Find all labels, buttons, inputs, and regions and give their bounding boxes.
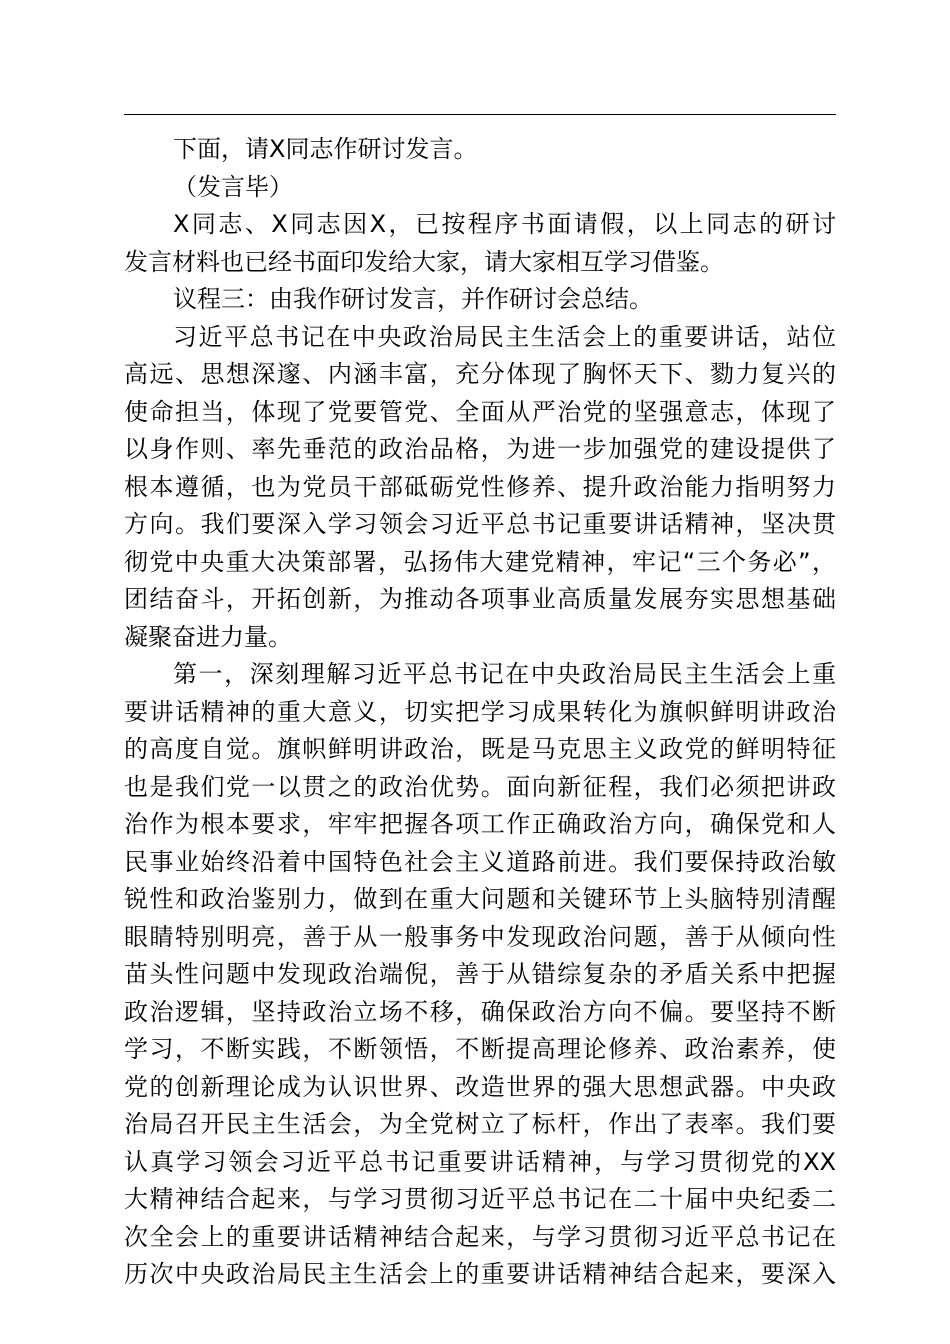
text-line: 眼睛特别明亮，善于从一般事务中发现政治问题，善于从倾向性 xyxy=(124,922,836,951)
text-line: 团结奋斗，开拓创新，为推动各项事业高质量发展夯实思想基础 xyxy=(124,585,836,613)
text-line: 要讲话精神的重大意义，切实把学习成果转化为旗帜鲜明讲政治 xyxy=(124,697,836,726)
text-line: （发言毕） xyxy=(173,172,293,201)
text-line: 也是我们党一以贯之的政治优势。面向新征程，我们必须把讲政 xyxy=(124,772,836,801)
text-line: 第一，深刻理解习近平总书记在中央政治局民主生活会上重 xyxy=(173,660,836,688)
text-line: 民事业始终沿着中国特色社会主义道路前进。我们要保持政治敏 xyxy=(124,847,836,876)
text-line: 锐性和政治鉴别力，做到在重大问题和关键环节上头脑特别清醒 xyxy=(124,885,836,913)
text-line: 下面，请X同志作研讨发言。 xyxy=(173,135,478,163)
text-line: 的高度自觉。旗帜鲜明讲政治，既是马克思主义政党的鲜明特征 xyxy=(124,735,836,763)
text-line: 方向。我们要深入学习领会习近平总书记重要讲话精神，坚决贯 xyxy=(124,510,836,538)
text-line: 以身作则、率先垂范的政治品格，为进一步加强党的建设提供了 xyxy=(124,435,836,463)
header-rule xyxy=(124,114,836,115)
text-line: 彻党中央重大决策部署，弘扬伟大建党精神，牢记“三个务必”， xyxy=(124,547,836,576)
text-line: 发言材料也已经书面印发给大家，请大家相互学习借鉴。 xyxy=(124,247,724,276)
text-line: 治作为根本要求，牢牢把握各项工作正确政治方向，确保党和人 xyxy=(124,810,836,838)
text-line: 议程三：由我作研讨发言，并作研讨会总结。 xyxy=(173,285,653,313)
text-line: 历次中央政治局民主生活会上的重要讲话精神结合起来，要深入 xyxy=(124,1260,836,1288)
text-line: 根本遵循，也为党员干部砥砺党性修养、提升政治能力指明努力 xyxy=(124,472,836,501)
document-body xyxy=(124,131,836,1294)
text-line: X同志、X同志因X，已按程序书面请假，以上同志的研讨 xyxy=(173,210,836,238)
text-line: 认真学习领会习近平总书记重要讲话精神，与学习贯彻党的XX xyxy=(124,1147,836,1176)
text-line: 政治逻辑，坚持政治立场不移，确保政治方向不偏。要坚持不断 xyxy=(124,997,836,1026)
text-line: 凝聚奋进力量。 xyxy=(124,622,292,651)
text-line: 高远、思想深邃、内涵丰富，充分体现了胸怀天下、勠力复兴的 xyxy=(124,360,836,388)
text-line: 习近平总书记在中央政治局民主生活会上的重要讲话，站位 xyxy=(173,322,836,351)
text-line: 党的创新理论成为认识世界、改造世界的强大思想武器。中央政 xyxy=(124,1072,836,1101)
text-line: 治局召开民主生活会，为全党树立了标杆，作出了表率。我们要 xyxy=(124,1110,836,1138)
text-line: 次全会上的重要讲话精神结合起来，与学习贯彻习近平总书记在 xyxy=(124,1222,836,1251)
text-line: 学习，不断实践，不断领悟，不断提高理论修养、政治素养，使 xyxy=(124,1035,836,1063)
text-line: 使命担当，体现了党要管党、全面从严治党的坚强意志，体现了 xyxy=(124,397,836,426)
text-line: 大精神结合起来，与学习贯彻习近平总书记在二十届中央纪委二 xyxy=(124,1185,836,1213)
text-line: 苗头性问题中发现政治端倪，善于从错综复杂的矛盾关系中把握 xyxy=(124,960,836,988)
